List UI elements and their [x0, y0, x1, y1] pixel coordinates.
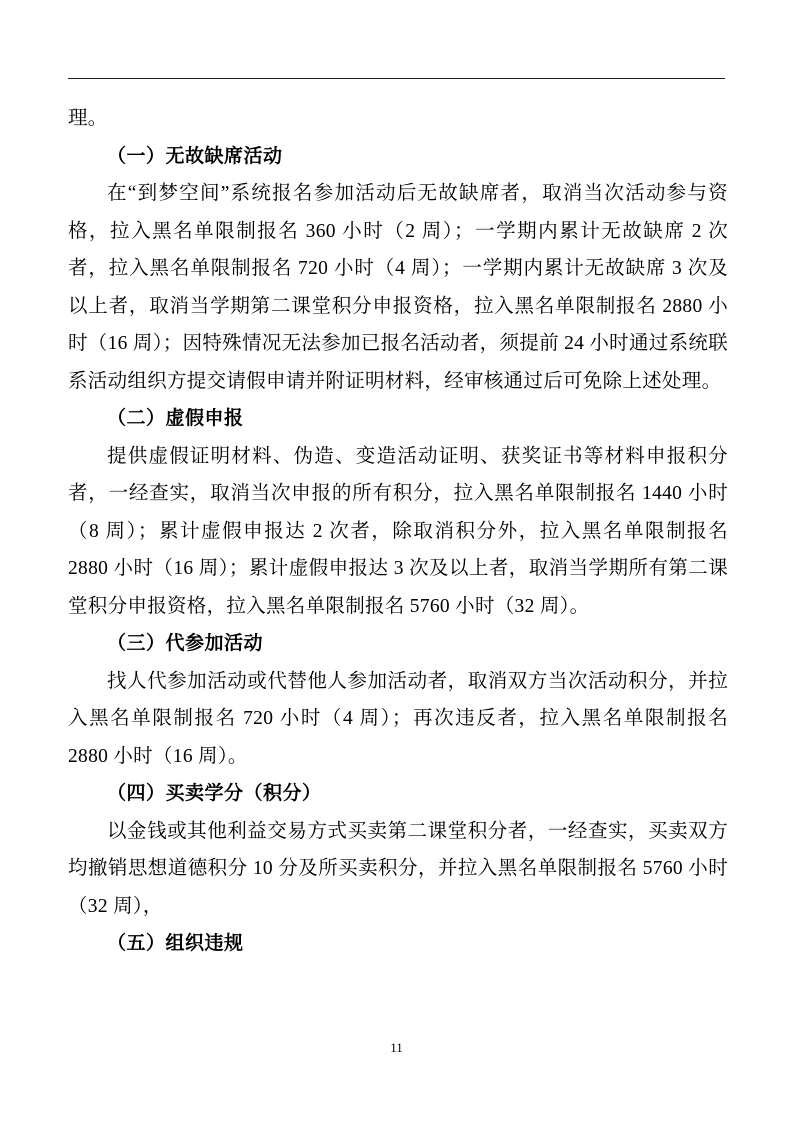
page-number: 11	[390, 1040, 403, 1055]
section-heading-1: （一）无故缺席活动	[107, 145, 283, 167]
paragraph-continuation: 理。	[68, 108, 108, 129]
paragraph-1: 在“到梦空间”系统报名参加活动后无故缺席者，取消当次活动参与资格，拉入黑名单限制报名 360 小时（2 周）；一学期内累计无故缺席 2 次者，拉入黑名单限制报名 720 小时（4 周）；一学期内累计无故缺席 3 次及以上者，取消当学期第二课堂积分申报资格，拉入黑名单限制报名 2880 小时（16 周）；因特殊情况无法参加已报名活动者，须提前 24 小时通过系统联系活动组织方提交请假申请并附证明材料，经审核通过后可免除上述处理。	[68, 183, 728, 392]
section-heading-5: （五）组织违规	[107, 933, 244, 954]
section-heading-3: （三）代参加活动	[107, 633, 264, 654]
document-body	[68, 100, 728, 963]
paragraph-4: 以金钱或其他利益交易方式买卖第二课堂积分者，一经查实，买卖双方均撤销思想道德积分 10 分及所买卖积分，并拉入黑名单限制报名 5760 小时（32 周），	[68, 820, 728, 917]
section-heading-4: （四）买卖学分（积分）	[107, 783, 322, 804]
header-rule	[68, 78, 725, 79]
paragraph-3: 找人代参加活动或代替他人参加活动者，取消双方当次活动积分，并拉入黑名单限制报名 720 小时（4 周）；再次违反者，拉入黑名单限制报名 2880 小时（16 周）。	[68, 670, 728, 767]
section-heading-2: （二）虚假申报	[107, 408, 244, 429]
paragraph-2: 提供虚假证明材料、伪造、变造活动证明、获奖证书等材料申报积分者，一经查实，取消当次申报的所有积分，拉入黑名单限制报名 1440 小时（8 周）；累计虚假申报达 2 次者，除取消积分外，拉入黑名单限制报名 2880 小时（16 周）；累计虚假申报达 3 次及以上者，取消当学期所有第二课堂积分申报资格，拉入黑名单限制报名 5760 小时（32 周）。	[68, 445, 728, 617]
